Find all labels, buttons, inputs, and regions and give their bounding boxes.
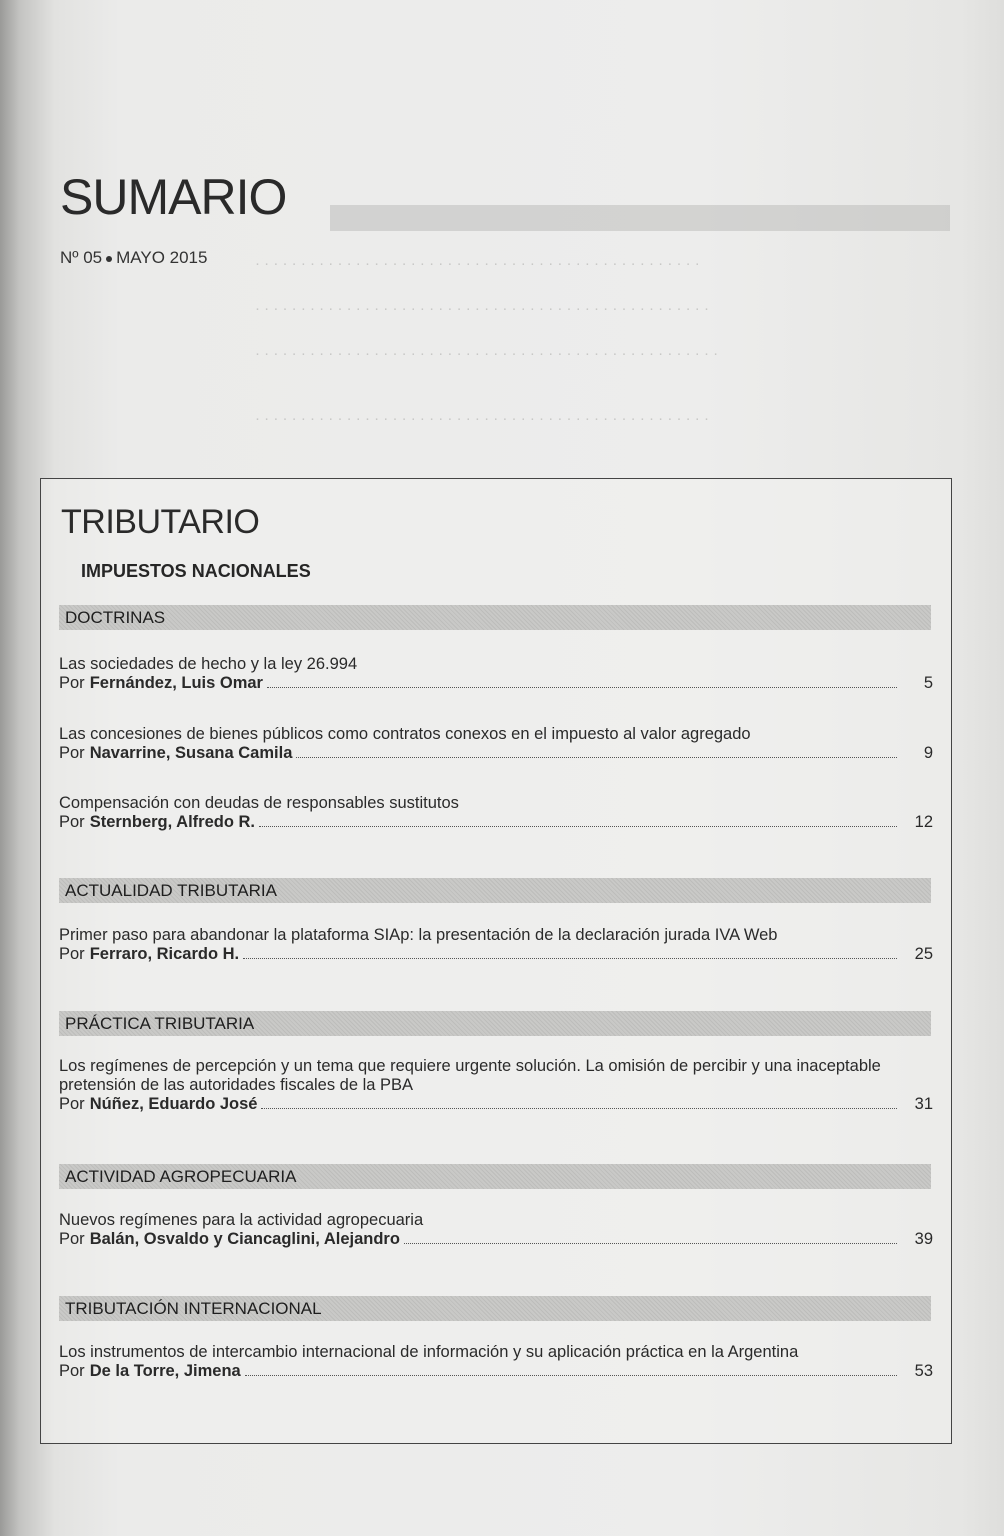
- entry-title: Las concesiones de bienes públicos como contratos conexos en el impuesto al valor agregado: [59, 725, 751, 743]
- entry-byline: [59, 1095, 933, 1114]
- sumario-header: [60, 169, 287, 268]
- category-bar-tributacion-internacional: TRIBUTACIÓN INTERNACIONAL: [59, 1296, 931, 1321]
- toc-entry[interactable]: [59, 1343, 933, 1381]
- entry-byline: [59, 744, 933, 763]
- entry-title: Compensación con deudas de responsables sustitutos: [59, 794, 459, 812]
- dot-leader: [404, 1242, 897, 1244]
- toc-entry[interactable]: [59, 926, 933, 964]
- bleed-through-text: · · · · · · · · · · · · · · · · · · · · · · · · · · · · · · · · · · · · · · · · · · · · · · · · · ·: [255, 410, 709, 427]
- entry-title: Las sociedades de hecho y la ley 26.994: [59, 655, 358, 673]
- dot-leader: [259, 825, 897, 827]
- dot-leader: [267, 686, 897, 688]
- entry-por: Por: [59, 1230, 85, 1248]
- toc-entry[interactable]: [59, 655, 933, 693]
- bleed-through-text: · · · · · · · · · · · · · · · · · · · · · · · · · · · · · · · · · · · · · · · · · · · · · · · · ·: [255, 255, 700, 272]
- entry-byline: [59, 674, 933, 693]
- table-of-contents-box: [40, 478, 952, 1444]
- entry-title: Los instrumentos de intercambio internacional de información y su aplicación práctica en la Argentina: [59, 1343, 799, 1361]
- toc-entry[interactable]: [59, 1057, 933, 1114]
- entry-page: 53: [914, 1362, 933, 1380]
- entry-author: Fernández, Luis Omar: [89, 674, 263, 692]
- entry-por: Por: [59, 1095, 85, 1113]
- sumario-title: SUMARIO: [60, 169, 287, 225]
- entry-author: Navarrine, Susana Camila: [89, 744, 293, 762]
- entry-page: 25: [914, 945, 933, 963]
- bleed-through-text: · · · · · · · · · · · · · · · · · · · · · · · · · · · · · · · · · · · · · · · · · · · · · · · · · · ·: [255, 345, 719, 362]
- entry-por: Por: [59, 813, 85, 831]
- entry-author: De la Torre, Jimena: [89, 1362, 241, 1380]
- entry-page: 39: [914, 1230, 933, 1248]
- entry-byline: [59, 1230, 933, 1249]
- toc-entry[interactable]: [59, 794, 933, 832]
- toc-entry[interactable]: [59, 725, 933, 763]
- issue-date: MAYO 2015: [116, 248, 208, 267]
- entry-page: 31: [914, 1095, 933, 1113]
- dot-leader: [243, 957, 897, 959]
- category-bar-actualidad-tributaria: ACTUALIDAD TRIBUTARIA: [59, 878, 931, 903]
- bleed-through-text: · · · · · · · · · · · · · · · · · · · · · · · · · · · · · · · · · · · · · · · · · · · · · · · · · ·: [255, 300, 709, 317]
- entry-byline: [59, 945, 933, 964]
- entry-por: Por: [59, 945, 85, 963]
- bleed-through-bar: [330, 205, 950, 231]
- dot-leader: [261, 1107, 897, 1109]
- entry-por: Por: [59, 674, 85, 692]
- entry-byline: [59, 813, 933, 832]
- dot-leader: [245, 1374, 897, 1376]
- entry-page: 12: [914, 813, 933, 831]
- entry-title: Los regímenes de percepción y un tema que requiere urgente solución. La omisión de percibir y una inaceptable pretensión de las autoridades fiscales de la PBA: [59, 1057, 881, 1094]
- entry-author: Núñez, Eduardo José: [89, 1095, 258, 1113]
- entry-por: Por: [59, 744, 85, 762]
- category-bar-doctrinas: DOCTRINAS: [59, 605, 931, 630]
- entry-page: 5: [923, 674, 933, 692]
- entry-byline: [59, 1362, 933, 1381]
- entry-author: Sternberg, Alfredo R.: [89, 813, 256, 831]
- entry-title: Nuevos regímenes para la actividad agropecuaria: [59, 1211, 424, 1229]
- bullet-icon: [106, 256, 112, 262]
- entry-author: Ferraro, Ricardo H.: [89, 945, 240, 963]
- dot-leader: [296, 756, 897, 758]
- entry-title: Primer paso para abandonar la plataforma SIAp: la presentación de la declaración jurada IVA Web: [59, 926, 778, 944]
- section-title: TRIBUTARIO: [61, 503, 260, 541]
- subsection-title: IMPUESTOS NACIONALES: [81, 561, 311, 581]
- entry-page: 9: [923, 744, 933, 762]
- category-bar-practica-tributaria: PRÁCTICA TRIBUTARIA: [59, 1011, 931, 1036]
- entry-author: Balán, Osvaldo y Ciancaglini, Alejandro: [89, 1230, 400, 1248]
- entry-por: Por: [59, 1362, 85, 1380]
- issue-info: [60, 248, 286, 268]
- category-bar-actividad-agropecuaria: ACTIVIDAD AGROPECUARIA: [59, 1164, 931, 1189]
- toc-entry[interactable]: [59, 1211, 933, 1249]
- issue-number: Nº 05: [60, 248, 103, 267]
